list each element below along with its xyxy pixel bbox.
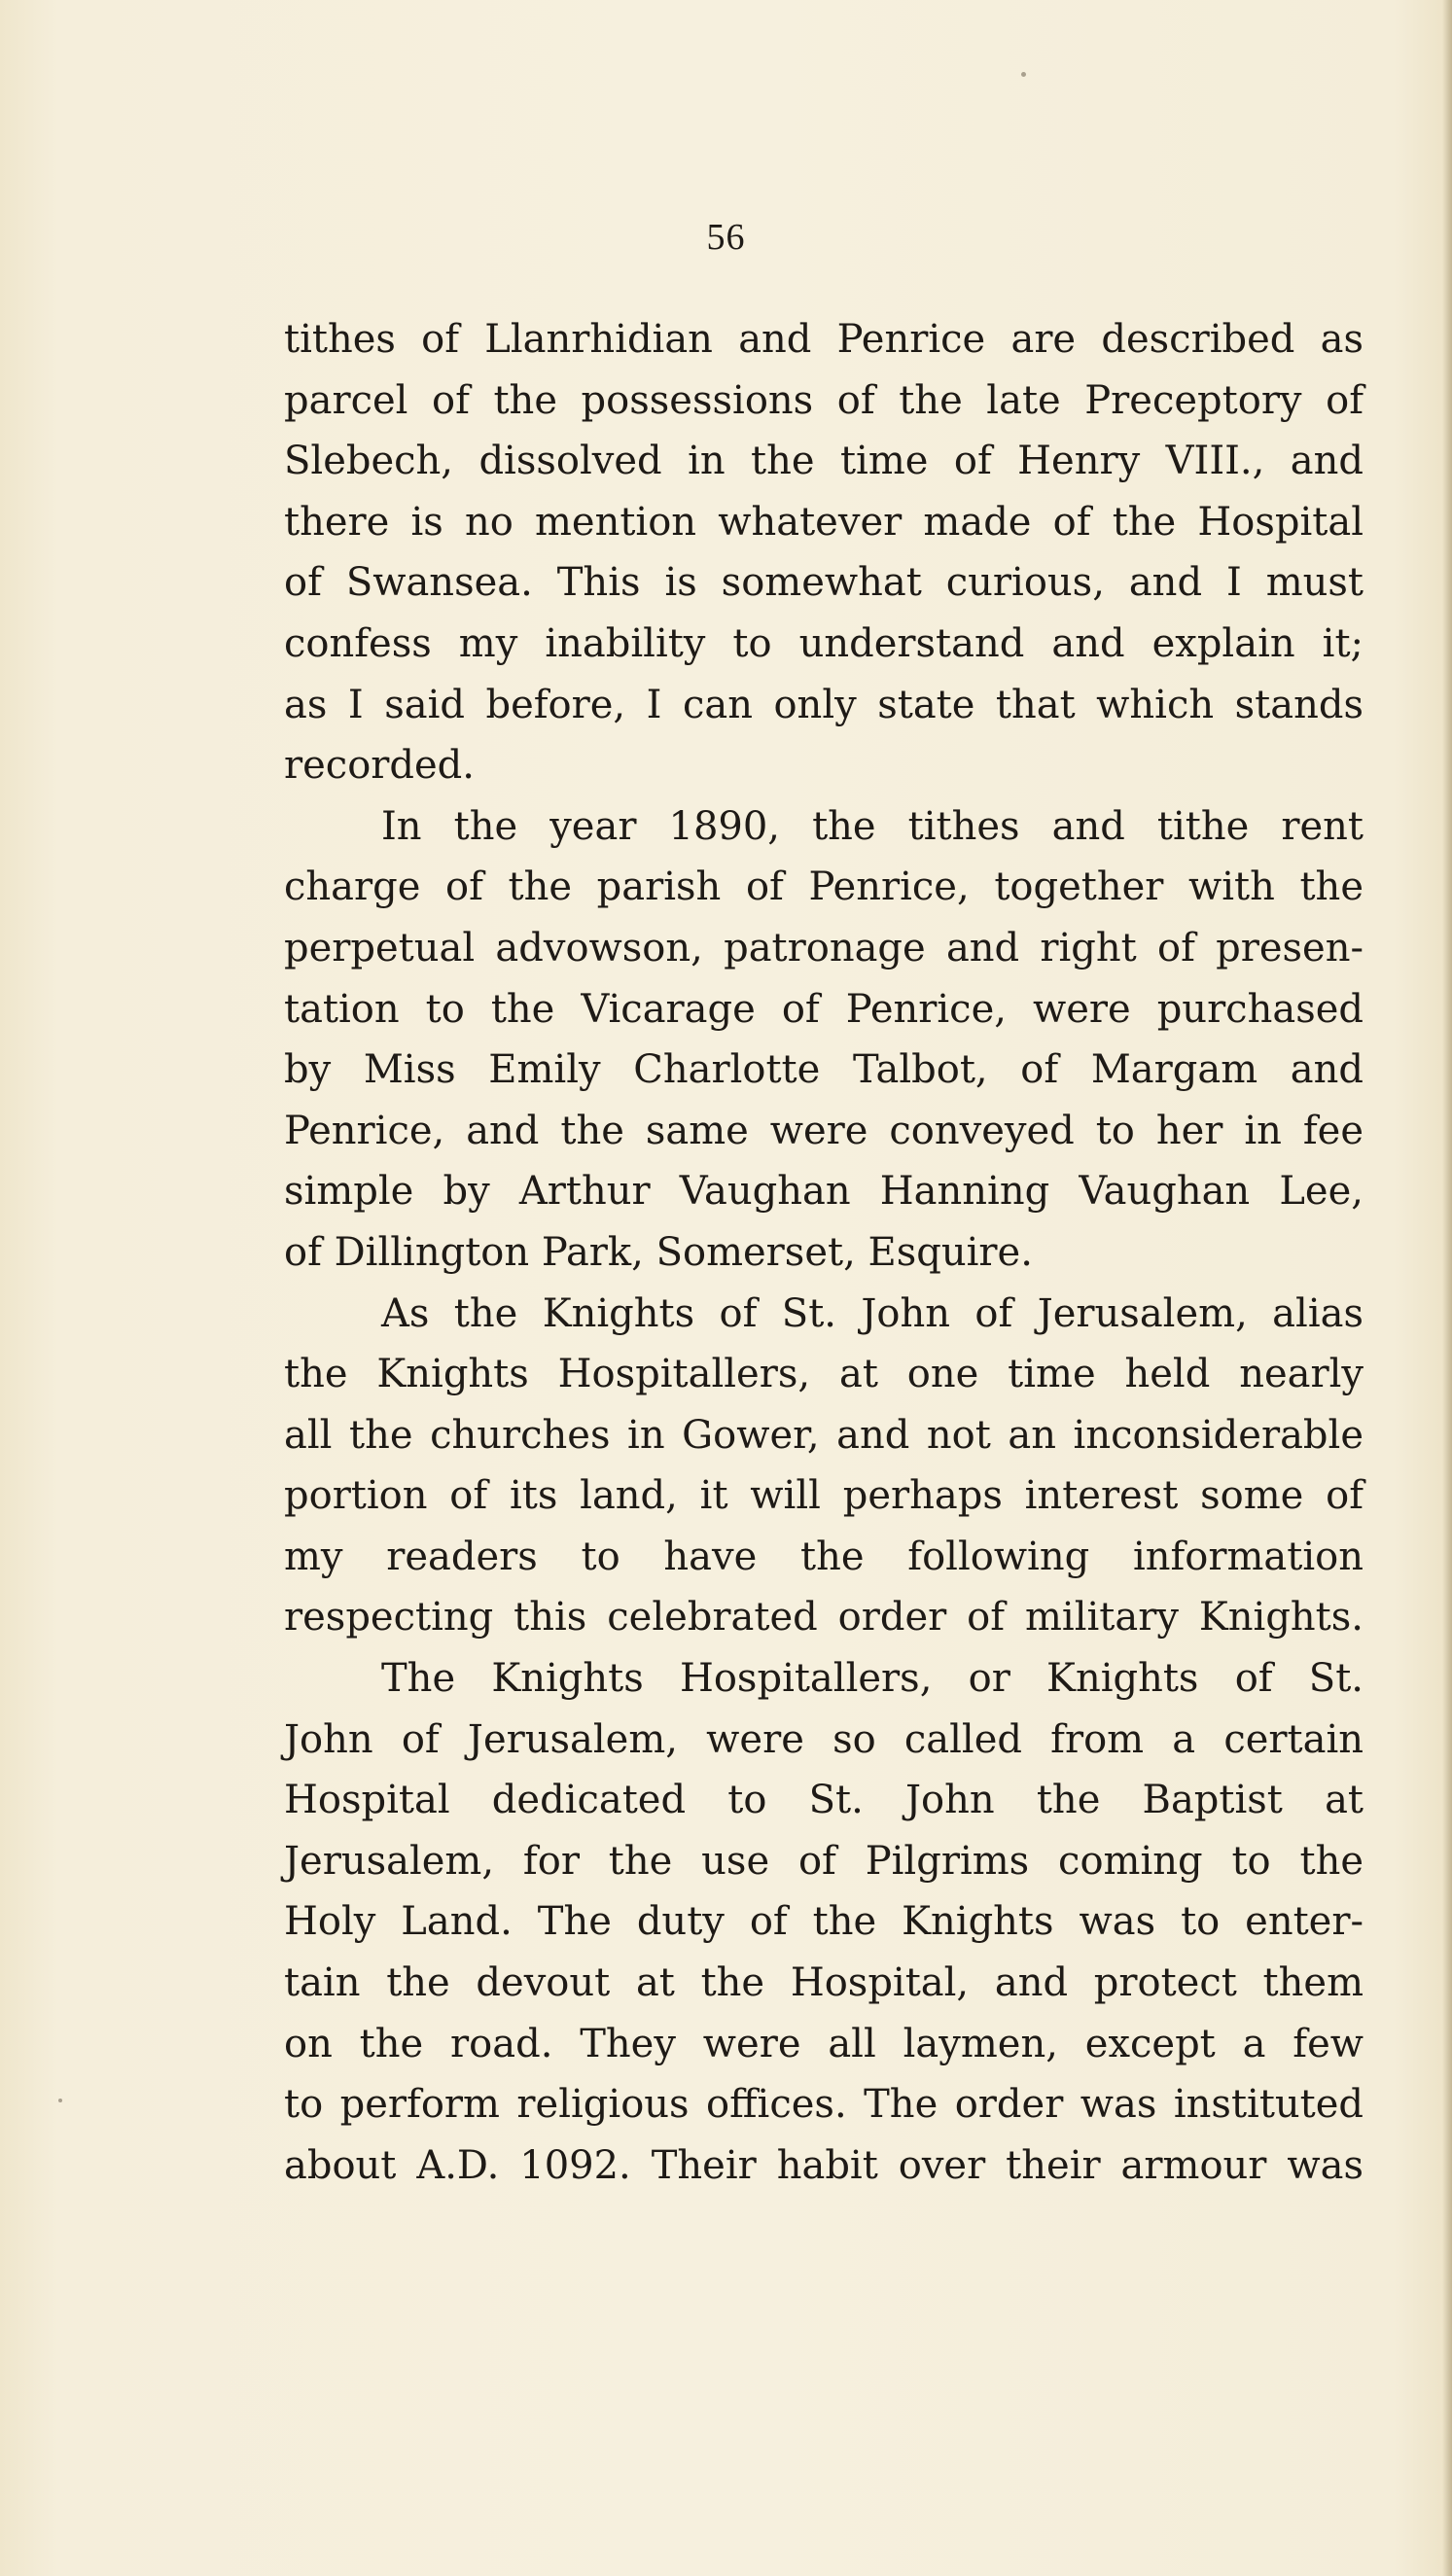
- text-line: all the churches in Gower, and not an inconsiderable: [284, 1412, 1363, 1458]
- text-line: respecting this celebrated order of military Knights.: [284, 1595, 1363, 1641]
- text-line: of Dillington Park, Somerset, Esquire.: [284, 1229, 1033, 1275]
- body-text: [284, 309, 1363, 2196]
- text-line: tain the devout at the Hospital, and protect them: [284, 1960, 1363, 2006]
- paragraph-start-line: The Knights Hospitallers, or Knights of St.: [381, 1656, 1363, 1702]
- text-line: simple by Arthur Vaughan Hanning Vaughan Lee,: [284, 1169, 1363, 1215]
- text-line: Hospital dedicated to St. John the Baptist at: [284, 1778, 1363, 1823]
- text-line: charge of the parish of Penrice, together with the: [284, 865, 1363, 910]
- text-line: Holy Land. The duty of the Knights was to enter-: [284, 1899, 1363, 1945]
- text-line: there is no mention whatever made of the Hospital: [284, 499, 1363, 545]
- text-line: by Miss Emily Charlotte Talbot, of Margam and: [284, 1047, 1363, 1093]
- text-line: John of Jerusalem, were so called from a certain: [284, 1716, 1363, 1762]
- text-line: confess my inability to understand and explain it;: [284, 620, 1363, 666]
- page-number: 56: [706, 217, 746, 258]
- paragraph-start-line: As the Knights of St. John of Jerusalem, alias: [381, 1290, 1363, 1336]
- text-line: my readers to have the following information: [284, 1534, 1363, 1579]
- text-line: to perform religious offices. The order was instituted: [284, 2082, 1363, 2128]
- text-line: about A.D. 1092. Their habit over their armour was: [284, 2142, 1363, 2188]
- text-line: on the road. They were all laymen, except a few: [284, 2021, 1363, 2066]
- text-line: perpetual advowson, patronage and right of presen-: [284, 925, 1363, 970]
- page-edge-shadow: [1442, 0, 1452, 2576]
- text-line: tation to the Vicarage of Penrice, were purchased: [284, 986, 1363, 1032]
- text-line: recorded.: [284, 743, 475, 789]
- text-line: of Swansea. This is somewhat curious, and I must: [284, 560, 1363, 606]
- text-line: parcel of the possessions of the late Preceptory of: [284, 377, 1363, 423]
- paragraph-start-line: In the year 1890, the tithes and tithe rent: [381, 803, 1363, 849]
- text-line: Jerusalem, for the use of Pilgrims coming to the: [284, 1838, 1363, 1884]
- text-line: the Knights Hospitallers, at one time held nearly: [284, 1352, 1363, 1397]
- text-line: Slebech, dissolved in the time of Henry VIII., and: [284, 439, 1363, 484]
- text-line: as I said before, I can only state that which stands: [284, 682, 1363, 727]
- text-line: portion of its land, it will perhaps interest some of: [284, 1473, 1363, 1519]
- paper-speck: [1021, 72, 1026, 77]
- text-line: Penrice, and the same were conveyed to her in fee: [284, 1108, 1363, 1153]
- paper-speck: [58, 2099, 62, 2102]
- text-line: tithes of Llanrhidian and Penrice are described as: [284, 317, 1363, 362]
